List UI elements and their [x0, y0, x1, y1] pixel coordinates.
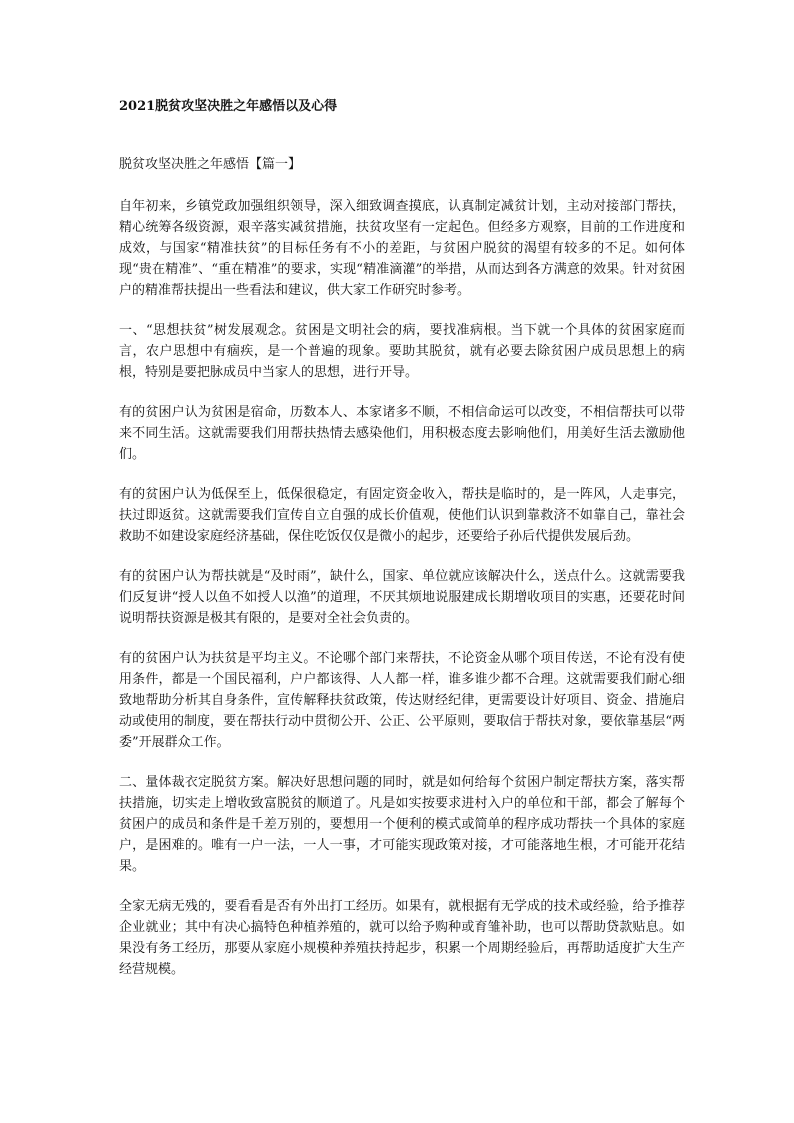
paragraph: 有的贫困户认为帮扶就是“及时雨”，缺什么，国家、单位就应该解决什么，送点什么。这就需要我们反复讲“授人以鱼不如授人以渔”的道理，不厌其烦地说服建成长期增收项目的实惠，还要花时间说明帮扶资源是极其有限的，是要对全社会负责的。	[119, 569, 685, 626]
paragraph: 二、量体裁衣定脱贫方案。解决好思想问题的同时，就是如何给每个贫困户制定帮扶方案，落实帮扶措施，切实走上增收致富脱贫的顺道了。凡是如实按要求进村入户的单位和干部，都会了解每个贫困户的成员和条件是千差万别的，要想用一个便利的模式或简单的程序成功帮扶一个具体的家庭户，是困难的。唯有一户一法，一人一事，才可能实现政策对接，才可能落地生根，才可能开花结果。	[119, 775, 685, 874]
paragraph: 有的贫困户认为扶贫是平均主义。不论哪个部门来帮扶，不论资金从哪个项目传送，不论有没有使用条件，都是一个国民福利，户户都该得、人人都一样，谁多谁少都不合理。这就需要我们耐心细致地帮助分析其自身条件，宣传解释扶贫政策，传达财经纪律，更需要设计好项目、资金、措施启动或使用的制度，要在帮扶行动中贯彻公开、公正、公平原则，要取信于帮扶对象，要依靠基层“两委”开展群众工作。	[119, 651, 685, 750]
paragraph: 一、“思想扶贫”树发展观念。贫困是文明社会的病，要找准病根。当下就一个具体的贫困家庭而言，农户思想中有痼疾，是一个普遍的现象。要助其脱贫，就有必要去除贫困户成员思想上的病根，特别是要把脉成员中当家人的思想，进行开导。	[119, 323, 685, 380]
document-title: 2021脱贫攻坚决胜之年感悟以及心得	[119, 99, 338, 114]
paragraph: 有的贫困户认为低保至上，低保很稳定，有固定资金收入，帮扶是临时的，是一阵风，人走事完，扶过即返贫。这就需要我们宣传自立自强的成长价值观，使他们认识到靠救济不如靠自己，靠社会救助不如建设家庭经济基础，保住吃饭仅仅是微小的起步，还要给子孙后代提供发展后劲。	[119, 487, 685, 544]
document-page	[119, 98, 685, 980]
paragraph: 全家无病无残的，要看看是否有外出打工经历。如果有，就根据有无学成的技术或经验，给予推荐企业就业；其中有决心搞特色种植养殖的，就可以给予购种或育雏补助，也可以帮助贷款贴息。如果没有务工经历，那要从家庭小规模种养殖扶持起步，积累一个周期经验后，再帮助适度扩大生产经营规模。	[119, 899, 685, 977]
paragraph: 自年初来，乡镇党政加强组织领导，深入细致调查摸底，认真制定减贫计划，主动对接部门帮扶，精心统筹各级资源，艰辛落实减贫措施，扶贫攻坚有一定起色。但经多方观察，目前的工作进度和成效，与国家“精准扶贫”的目标任务有不小的差距，与贫困户脱贫的渴望有较多的不足。如何体现“贵在精准”、“重在精准”的要求，实现“精准滴灌”的举措，从而达到各方满意的效果。针对贫困户的精准帮扶提出一些看法和建议，供大家工作研究时参考。	[119, 199, 685, 298]
section-title: 脱贫攻坚决胜之年感悟【篇一】	[119, 157, 302, 172]
paragraph: 有的贫困户认为贫困是宿命，历数本人、本家诸多不顺，不相信命运可以改变，不相信帮扶可以带来不同生活。这就需要我们用帮扶热情去感染他们，用积极态度去影响他们，用美好生活去激励他们。	[119, 405, 685, 462]
